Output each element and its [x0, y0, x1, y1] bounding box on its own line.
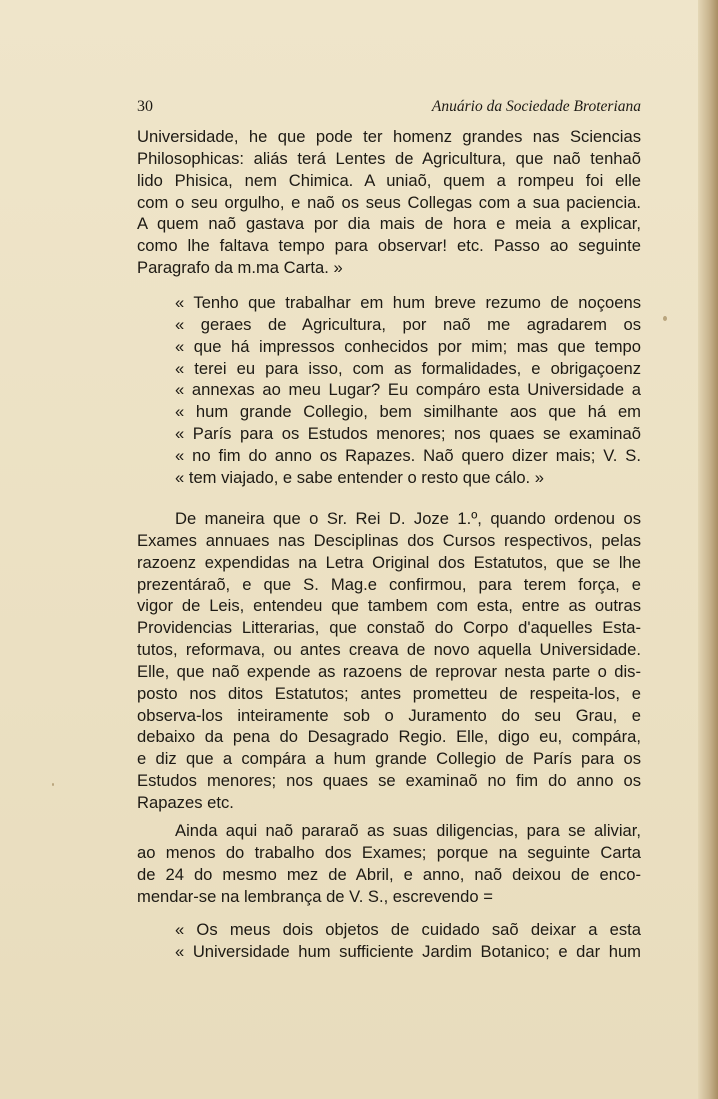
text-line: vigor de Leis, entendeu que tambem com esta, entre as outras	[137, 596, 641, 616]
text-line: tutos, reformava, ou antes creava de novo aquella Universidade.	[137, 640, 641, 660]
quote-line: « tem viajado, e sabe entender o resto que cálo. »	[175, 467, 544, 487]
quote-line: « no fim do anno os Rapazes. Naõ quero dizer mais; V. S.	[175, 445, 641, 465]
text-line: posto nos ditos Estatutos; antes prometteu de respeita-los, e	[137, 683, 641, 703]
quote-1	[175, 292, 641, 489]
text-line: Providencias Litterarias, que constaõ do Corpo d'aquelles Esta-	[137, 618, 641, 638]
text-line: lido Phisica, nem Chimica. A uniaõ, quem a rompeu foi elle	[137, 170, 641, 190]
text-line: e diz que a compára a hum grande Collegio de París para os	[137, 749, 641, 769]
quote-2	[175, 919, 641, 963]
quote-line: « Tenho que trabalhar em hum breve rezumo de noçoens	[175, 293, 641, 312]
text-line: como lhe faltava tempo para observar! etc. Passo ao seguinte	[137, 236, 641, 256]
page-number: 30	[137, 98, 153, 115]
text-line: Ainda aqui naõ pararaõ as suas diligencias, para se aliviar,	[175, 821, 641, 840]
page-edge-shadow	[698, 0, 718, 1099]
text-line: Rapazes etc.	[137, 792, 234, 812]
text-line: Paragrafo da m.ma Carta. »	[137, 258, 343, 278]
running-title: Anuário da Sociedade Broteriana	[431, 98, 641, 115]
text-line: com o seu orgulho, e naõ os seus Collegas com a sua paciencia.	[137, 192, 641, 212]
text-line: A quem naõ gastava por dia mais de hora e meia a explicar,	[137, 214, 641, 234]
quote-line: « hum grande Collegio, bem similhante aos que há em	[175, 402, 641, 422]
paper-speck	[52, 783, 54, 786]
text-line: Philosophicas: aliás terá Lentes de Agricultura, que naõ tenhaõ	[137, 148, 641, 168]
paragraph-2	[137, 508, 641, 814]
page-header	[137, 98, 641, 120]
quote-line: « annexas ao meu Lugar? Eu compáro esta Universidade a	[175, 380, 641, 400]
text-line: de 24 do mesmo mez de Abril, e anno, naõ deixou de enco-	[137, 864, 641, 884]
text-line: razoenz expendidas na Letra Original dos Estatutos, que se lhe	[137, 552, 641, 572]
quote-line: « que há impressos conhecidos por mim; mas que tempo	[175, 336, 641, 356]
text-line: mendar-se na lembrança de V. S., escrevendo =	[137, 886, 493, 906]
text-line: Universidade, he que pode ter homenz grandes nas Sciencias	[137, 127, 641, 146]
quote-line: « París para os Estudos menores; nos quaes se examinaõ	[175, 424, 641, 444]
text-line: observa-los inteiramente sob o Juramento do seu Grau, e	[137, 705, 641, 725]
paragraph-3	[137, 820, 641, 907]
text-line: Elle, que naõ expende as razoens de reprovar nesta parte o dis-	[137, 661, 641, 681]
quote-line: « Os meus dois objetos de cuidado saõ deixar a esta	[175, 920, 641, 939]
quote-line: « Universidade hum sufficiente Jardim Botanico; e dar hum	[175, 941, 641, 961]
text-line: De maneira que o Sr. Rei D. Joze 1.º, quando ordenou os	[175, 509, 641, 528]
text-line: Estudos menores; nos quaes se examinaõ no fim do anno os	[137, 771, 641, 791]
text-line: debaixo da pena do Desagrado Regio. Elle, digo eu, compára,	[137, 727, 641, 747]
text-line: prezentáraõ, e que S. Mag.e confirmou, para terem força, e	[137, 574, 641, 594]
text-line: ao menos do trabalho dos Exames; porque na seguinte Carta	[137, 842, 641, 862]
quote-line: « terei eu para isso, com as formalidades, e obrigaçoenz	[175, 358, 641, 378]
paragraph-1	[137, 126, 641, 279]
paper-speck	[663, 316, 667, 321]
quote-line: « geraes de Agricultura, por naõ me agradarem os	[175, 314, 641, 334]
text-line: Exames annuaes nas Desciplinas dos Cursos respectivos, pelas	[137, 530, 641, 550]
